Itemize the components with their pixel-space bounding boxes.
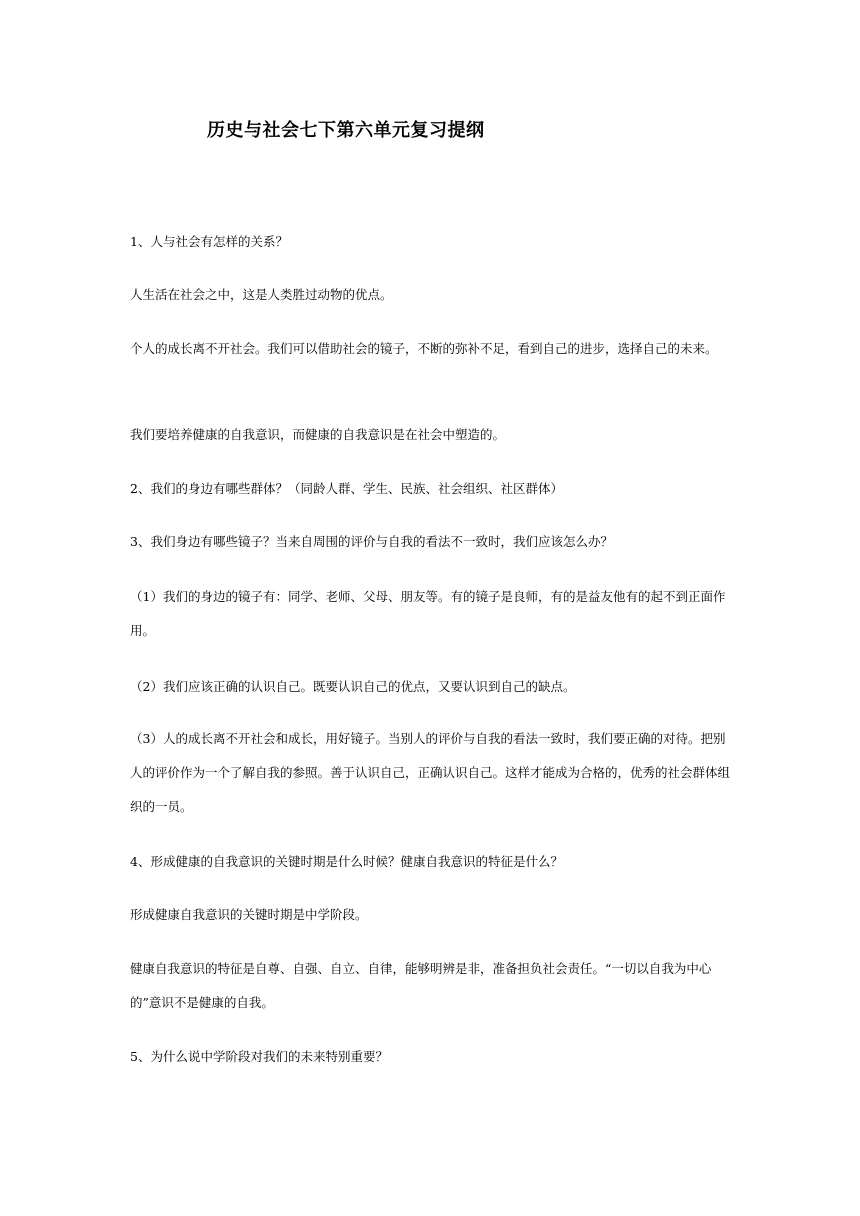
- paragraph: 人生活在社会之中，这是人类胜过动物的优点。: [130, 287, 393, 302]
- paragraph: （3）人的成长离不开社会和成长，用好镜子。当别人的评价与自我的看法一致时，我们要正确的对待。把别人的评价作为一个了解自我的参照。善于认识自己，正确认识自己。这样才能成为合格的，优秀的社会群体组织的一员。: [130, 731, 731, 814]
- question-3: 3、我们身边有哪些镜子？当来自周围的评价与自我的看法不一致时，我们应该怎么办？: [130, 534, 613, 549]
- paragraph: 健康自我意识的特征是自尊、自强、自立、自律，能够明辨是非，准备担负社会责任。“一切以自我为中心的”意识不是健康的自我。: [130, 961, 712, 1010]
- question-2: 2、我们的身边有哪些群体？（同龄人群、学生、民族、社会组织、社区群体）: [130, 481, 563, 496]
- question-1: 1、人与社会有怎样的关系？: [130, 234, 288, 249]
- paragraph: （2）我们应该正确的认识自己。既要认识自己的优点，又要认识到自己的缺点。: [130, 679, 576, 694]
- question-4: 4、形成健康的自我意识的关键时期是什么时候？健康自我意识的特征是什么？: [130, 854, 563, 869]
- paragraph: 形成健康自我意识的关键时期是中学阶段。: [130, 907, 368, 922]
- paragraph: 个人的成长离不开社会。我们可以借助社会的镜子，不断的弥补不足，看到自己的进步，选择自己的未来。: [130, 341, 718, 356]
- document-title: 历史与社会七下第六单元复习提纲: [207, 120, 485, 141]
- paragraph: （1）我们的身边的镜子有：同学、老师、父母、朋友等。有的镜子是良师，有的是益友他有的起不到正面作用。: [130, 589, 726, 638]
- question-5: 5、为什么说中学阶段对我们的未来特别重要？: [130, 1049, 388, 1064]
- paragraph: 我们要培养健康的自我意识，而健康的自我意识是在社会中塑造的。: [130, 427, 506, 442]
